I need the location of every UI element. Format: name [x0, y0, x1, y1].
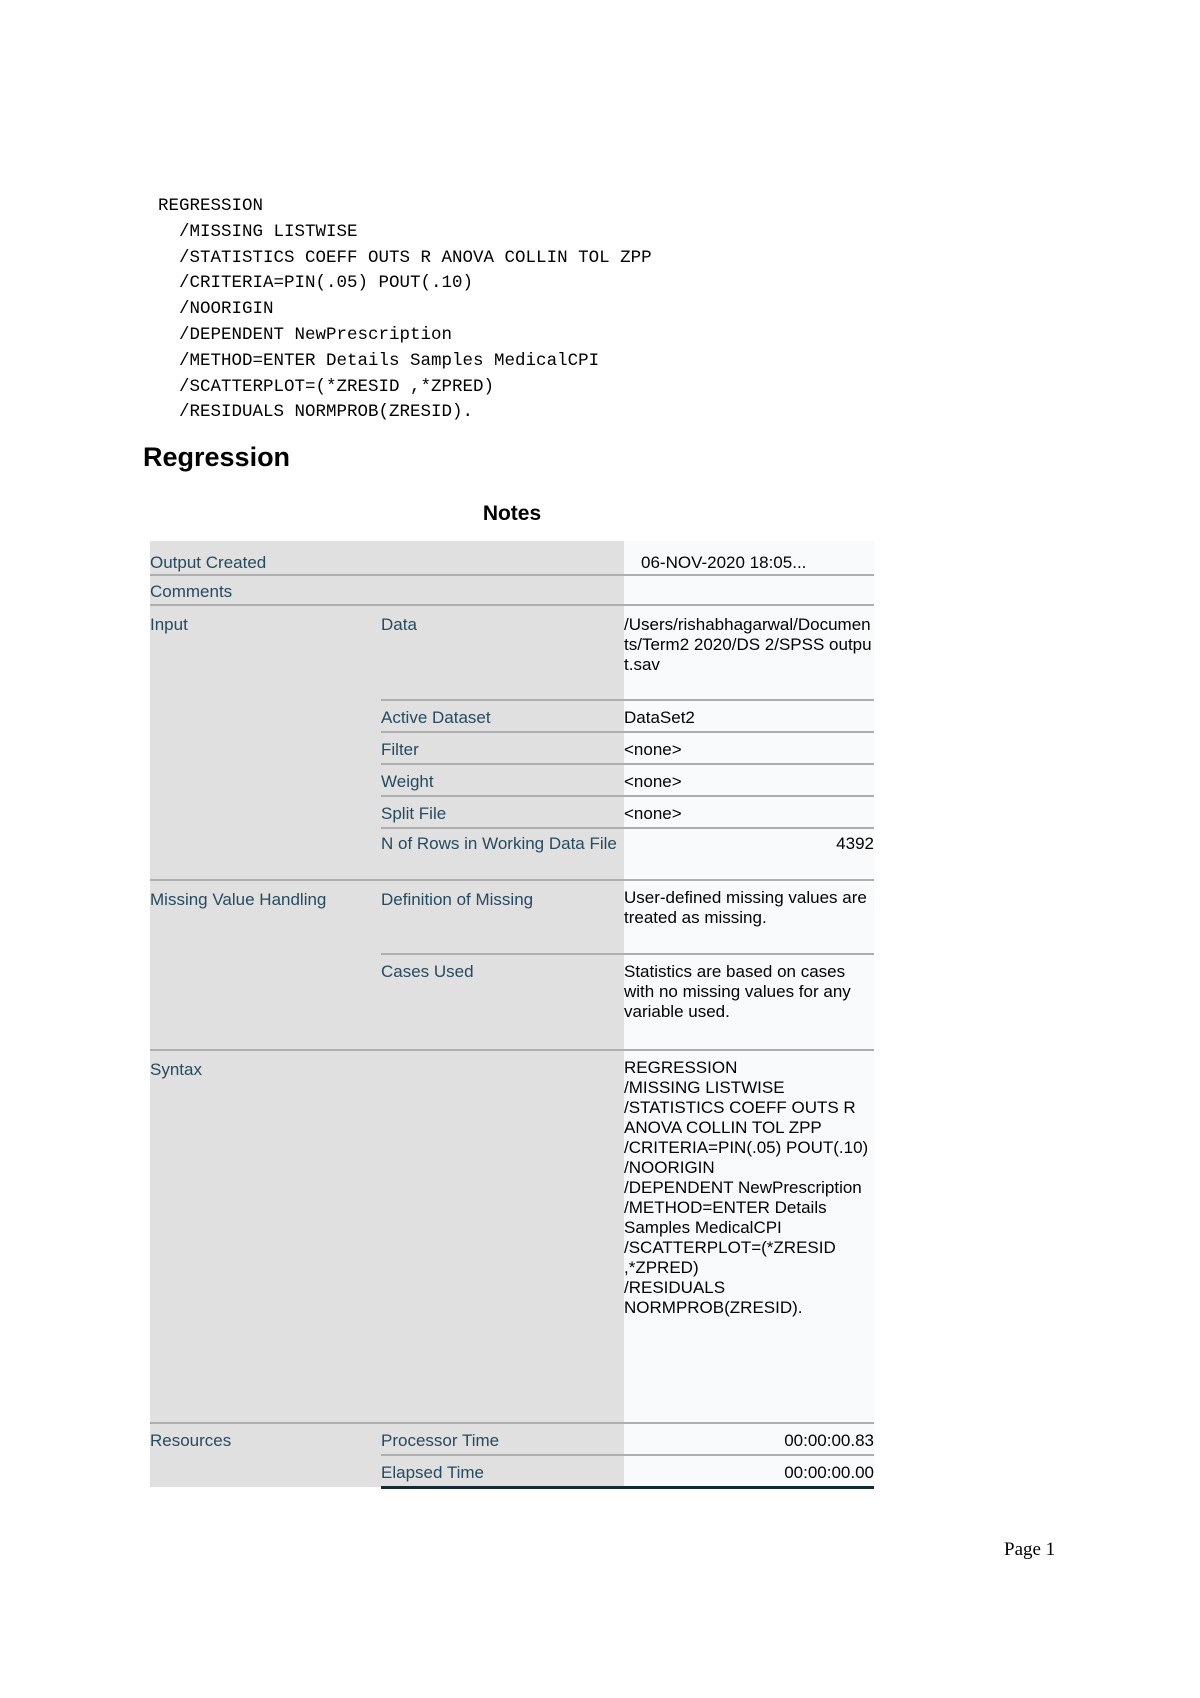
cell-value: 4392 — [624, 828, 874, 880]
cell-value: 00:00:00.83 — [624, 1423, 874, 1455]
cell-value: <none> — [624, 764, 874, 796]
cell-value: /Users/rishabhagarwal/Documents/Term2 2020/DS 2/SPSS output.sav — [624, 605, 874, 700]
page-number: Page 1 — [1004, 1539, 1056, 1560]
table-row — [150, 1050, 874, 1423]
section-title: Regression — [143, 442, 291, 472]
row-label: Cases Used — [381, 954, 624, 1050]
cell-value: 06-NOV-2020 18:05... — [624, 541, 874, 575]
syntax-block — [158, 194, 652, 426]
cell-value: REGRESSION /MISSING LISTWISE /STATISTICS COEFF OUTS R ANOVA COLLIN TOL ZPP /CRITERIA=PIN(.05) POUT(.10) /NOORIGIN /DEPENDENT NewPrescription /METHOD=ENTER Details Samples MedicalCPI /SCATTERPLOT=(*ZRESID ,*ZPRED) /RESIDUALS NORMPROB(ZRESID). — [624, 1050, 874, 1423]
row-label: Definition of Missing — [381, 880, 624, 954]
row-group-label: Missing Value Handling — [150, 880, 381, 1050]
syntax-line: /DEPENDENT NewPrescription — [158, 324, 453, 345]
table-row — [150, 605, 874, 700]
row-label: Weight — [381, 764, 624, 796]
row-label: Processor Time — [381, 1423, 624, 1455]
cell-value: DataSet2 — [624, 700, 874, 732]
row-label: Split File — [381, 796, 624, 828]
syntax-line: /SCATTERPLOT=(*ZRESID ,*ZPRED) — [158, 376, 495, 397]
syntax-line: /RESIDUALS NORMPROB(ZRESID). — [158, 402, 474, 423]
notes-table — [150, 541, 874, 1489]
row-group-label: Input — [150, 605, 381, 880]
syntax-line: /CRITERIA=PIN(.05) POUT(.10) — [158, 273, 474, 294]
table-row — [150, 880, 874, 954]
table-row — [150, 1423, 874, 1455]
row-label: Comments — [150, 575, 624, 605]
row-label: Elapsed Time — [381, 1455, 624, 1487]
syntax-line: /METHOD=ENTER Details Samples MedicalCPI — [158, 350, 600, 371]
cell-value: Statistics are based on cases with no missing values for any variable used. — [624, 954, 874, 1050]
syntax-line: /MISSING LISTWISE — [158, 221, 358, 242]
cell-value: 00:00:00.00 — [624, 1455, 874, 1487]
row-group-label: Resources — [150, 1423, 381, 1487]
table-title: Notes — [482, 502, 542, 525]
cell-value: User-defined missing values are treated as missing. — [624, 880, 874, 954]
cell-value: <none> — [624, 796, 874, 828]
table-row — [150, 541, 874, 575]
syntax-line: /NOORIGIN — [158, 299, 274, 320]
table-row — [150, 575, 874, 605]
row-label: Output Created — [150, 541, 624, 575]
row-label: Active Dataset — [381, 700, 624, 732]
row-label: N of Rows in Working Data File — [381, 828, 624, 880]
row-label: Data — [381, 605, 624, 700]
row-label: Syntax — [150, 1050, 624, 1423]
cell-value: <none> — [624, 732, 874, 764]
syntax-line: REGRESSION — [158, 196, 264, 216]
syntax-line: /STATISTICS COEFF OUTS R ANOVA COLLIN TOL ZPP — [158, 247, 652, 268]
row-label: Filter — [381, 732, 624, 764]
cell-value — [624, 575, 874, 605]
